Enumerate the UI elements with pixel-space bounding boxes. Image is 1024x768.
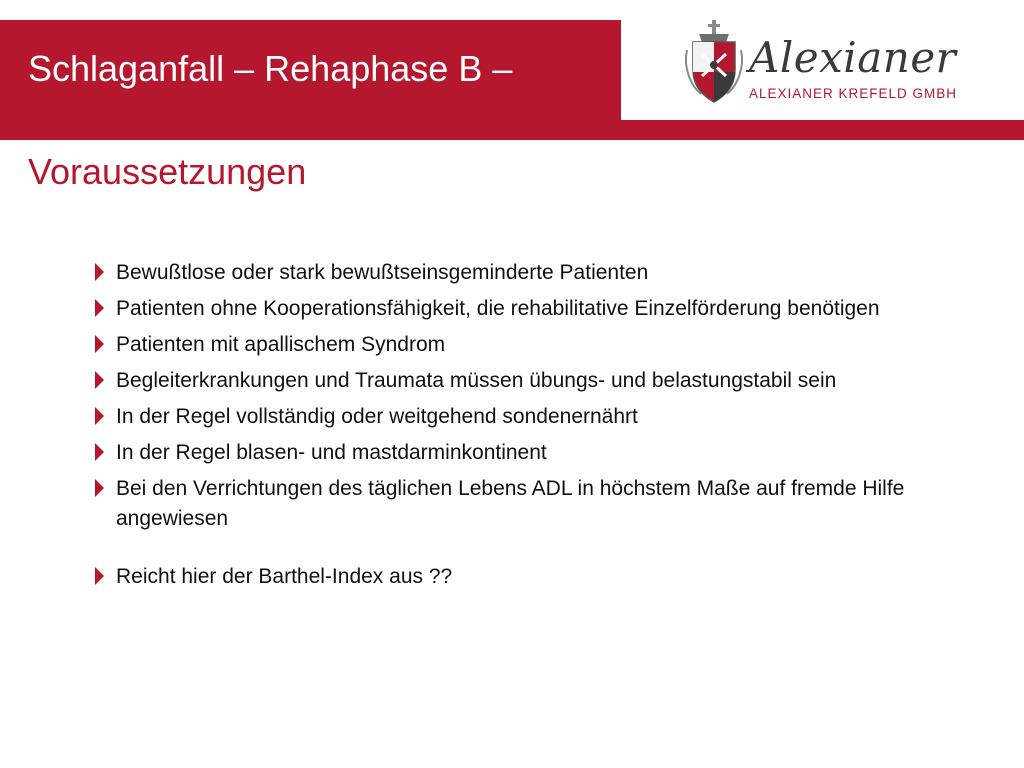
bullet-item	[90, 474, 970, 534]
bullet-item	[90, 258, 970, 288]
bullet-text: Patienten mit apallischem Syndrom	[116, 333, 446, 356]
bullet-text: Reicht hier der Barthel-Index aus ??	[116, 565, 453, 588]
bullet-text: In der Regel blasen- und mastdarminkontinent	[116, 441, 547, 464]
logo-box	[621, 20, 1024, 120]
bullet-arrow-icon	[95, 443, 104, 461]
bullet-list	[90, 258, 970, 598]
bullet-item	[90, 562, 970, 592]
bullet-arrow-icon	[95, 299, 104, 317]
bullet-text: Patienten ohne Kooperationsfähigkeit, die rehabilitative Einzelförderung benötigen	[116, 297, 880, 320]
slide-subtitle: Voraussetzungen	[28, 151, 307, 192]
bullet-text: Bewußtlose oder stark bewußtseinsgeminderte Patienten	[116, 261, 649, 284]
bullet-arrow-icon	[95, 335, 104, 353]
bullet-arrow-icon	[95, 263, 104, 281]
brand-name: Alexianer	[749, 33, 957, 82]
bullet-item	[90, 438, 970, 468]
bullet-item	[90, 366, 970, 396]
brand-subline: ALEXIANER KREFELD GMBH	[749, 86, 958, 101]
bullet-item	[90, 294, 970, 324]
bullet-text: Bei den Verrichtungen des täglichen Lebens ADL in höchstem Maße auf fremde Hilfe angewiesen	[116, 477, 905, 530]
bullet-item	[90, 402, 970, 432]
slide-title: Schlaganfall – Rehaphase B –	[28, 48, 513, 89]
alexianer-crest-icon	[683, 20, 745, 108]
bullet-text: In der Regel vollständig oder weitgehend sondenernährt	[116, 405, 638, 428]
bullet-text: Begleiterkrankungen und Traumata müssen übungs- und belastungstabil sein	[116, 369, 837, 392]
bullet-arrow-icon	[95, 479, 104, 497]
bullet-arrow-icon	[95, 371, 104, 389]
bullet-item	[90, 330, 970, 360]
bullet-arrow-icon	[95, 407, 104, 425]
bullet-arrow-icon	[95, 567, 104, 585]
